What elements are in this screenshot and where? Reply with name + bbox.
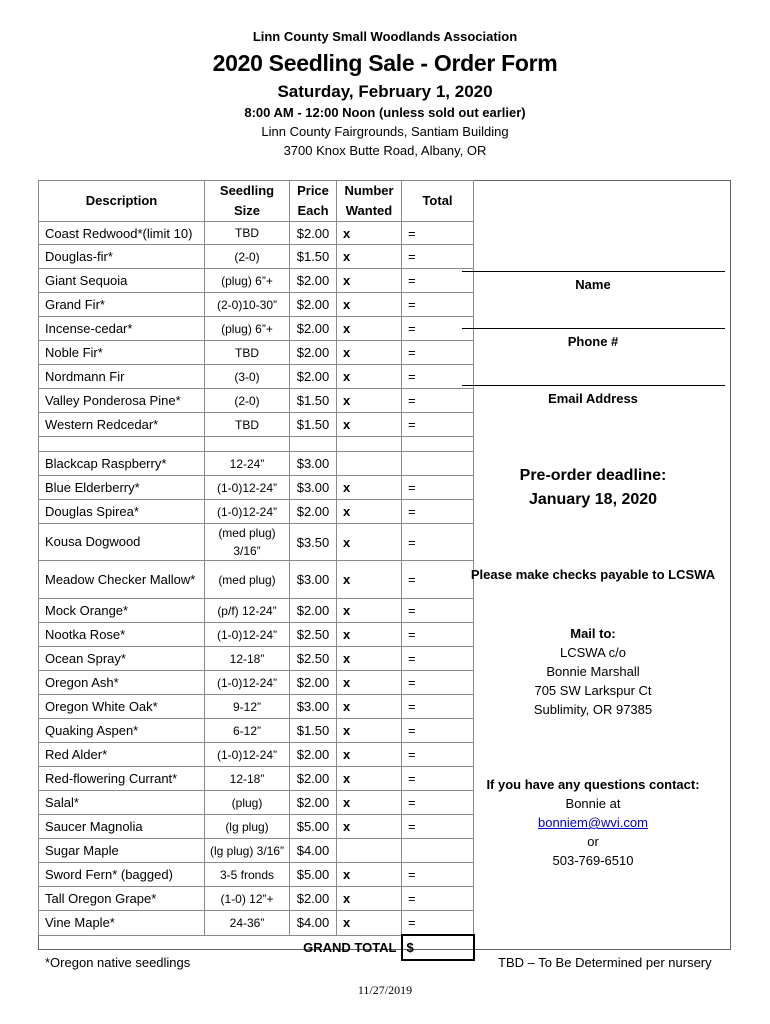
item-description: Nordmann Fir [39,365,205,389]
item-total[interactable]: = [402,500,474,524]
item-price: $1.50 [290,389,337,413]
header-number-line2: Wanted [345,203,393,218]
table-row [39,863,474,887]
item-total[interactable]: = [402,887,474,911]
table-row [39,269,474,293]
item-description: Meadow Checker Mallow* [39,561,205,599]
item-description: Quaking Aspen* [39,719,205,743]
item-description: Grand Fir* [39,293,205,317]
item-description: Noble Fir* [39,341,205,365]
item-number-wanted[interactable]: x [337,341,402,365]
item-size: 24-36” [205,911,290,936]
item-price: $2.00 [290,671,337,695]
item-number-wanted[interactable] [337,452,402,476]
item-total[interactable]: = [402,911,474,936]
item-size: (p/f) 12-24” [205,599,290,623]
table-row [39,839,474,863]
item-total[interactable]: = [402,561,474,599]
item-price: $1.50 [290,413,337,437]
item-size: 12-18” [205,647,290,671]
item-size: 12-18” [205,767,290,791]
item-price: $3.00 [290,452,337,476]
item-price: $4.00 [290,911,337,936]
table-row [39,671,474,695]
item-total[interactable]: = [402,671,474,695]
mail-line-2: Bonnie Marshall [546,664,640,679]
item-description: Coast Redwood*(limit 10) [39,222,205,245]
header-price-line1: Price [297,183,329,198]
mail-to-label: Mail to: [570,626,616,641]
item-size: (lg plug) [205,815,290,839]
item-number-wanted[interactable]: x [337,887,402,911]
item-number-wanted[interactable]: x [337,815,402,839]
item-number-wanted[interactable]: x [337,476,402,500]
item-description: Oregon White Oak* [39,695,205,719]
item-price: $2.00 [290,791,337,815]
table-row [39,887,474,911]
item-price: $2.50 [290,623,337,647]
grand-total-field[interactable]: $ [402,935,474,960]
table-row [39,767,474,791]
item-number-wanted[interactable]: x [337,245,402,269]
table-row [39,413,474,437]
table-row [39,743,474,767]
table-row [39,719,474,743]
table-row [39,623,474,647]
item-total[interactable]: = [402,269,474,293]
header-number-line1: Number [344,183,394,198]
table-row [39,791,474,815]
item-description: Salal* [39,791,205,815]
name-label: Name [575,277,611,292]
order-table [38,180,475,961]
item-size: (2-0) [205,245,290,269]
item-number-wanted[interactable]: x [337,222,402,245]
item-size: (med plug) 3/16” [205,524,290,561]
item-size: TBD [205,341,290,365]
header-number-wanted [337,181,402,222]
table-row [39,245,474,269]
questions-label: If you have any questions contact: [486,777,700,792]
contact-email-link[interactable]: bonniem@wvi.com [537,815,648,830]
item-total[interactable]: = [402,524,474,561]
item-price: $2.00 [290,269,337,293]
tbd-footnote: TBD – To Be Determined per nursery [498,955,712,970]
item-description: Vine Maple* [39,911,205,936]
item-size: TBD [205,222,290,245]
item-total[interactable]: = [402,791,474,815]
table-row [39,561,474,599]
item-total[interactable]: = [402,476,474,500]
item-size: TBD [205,413,290,437]
item-number-wanted[interactable]: x [337,623,402,647]
item-description: Sword Fern* (bagged) [39,863,205,887]
item-number-wanted[interactable]: x [337,599,402,623]
item-description: Sugar Maple [39,839,205,863]
item-price: $5.00 [290,815,337,839]
contact-block [456,775,730,870]
checks-payable: Please make checks payable to LCSWA [470,567,716,582]
table-row [39,341,474,365]
item-description: Tall Oregon Grape* [39,887,205,911]
item-total[interactable]: = [402,365,474,389]
item-number-wanted[interactable]: x [337,317,402,341]
item-size: 9-12” [205,695,290,719]
item-total[interactable]: = [402,743,474,767]
item-total[interactable]: = [402,413,474,437]
item-number-wanted[interactable]: x [337,695,402,719]
item-description: Saucer Magnolia [39,815,205,839]
item-description: Douglas-fir* [39,245,205,269]
item-price: $3.00 [290,695,337,719]
item-size: (1-0)12-24” [205,476,290,500]
item-total[interactable]: = [402,647,474,671]
item-number-wanted[interactable]: x [337,719,402,743]
item-price: $2.00 [290,500,337,524]
item-total[interactable]: = [402,863,474,887]
item-price: $3.50 [290,524,337,561]
item-price: $3.00 [290,561,337,599]
item-total[interactable]: = [402,245,474,269]
item-price: $5.00 [290,863,337,887]
table-row [39,293,474,317]
footer-date: 11/27/2019 [357,983,413,997]
header-size-line1: Seedling [219,183,275,198]
item-description: Mock Orange* [39,599,205,623]
table-row [39,500,474,524]
item-price: $2.00 [290,767,337,791]
item-price: $2.00 [290,743,337,767]
item-price: $4.00 [290,839,337,863]
item-description: Giant Sequoia [39,269,205,293]
separator-cell [290,437,337,452]
item-size: (2-0) [205,389,290,413]
item-description: Nootka Rose* [39,623,205,647]
item-total[interactable]: = [402,341,474,365]
item-size: 3-5 fronds [205,863,290,887]
item-number-wanted[interactable]: x [337,743,402,767]
item-number-wanted[interactable]: x [337,413,402,437]
item-price: $1.50 [290,719,337,743]
item-price: $2.00 [290,222,337,245]
item-number-wanted[interactable]: x [337,269,402,293]
contact-phone: 503-769-6510 [552,853,634,868]
item-total[interactable]: = [402,695,474,719]
item-price: $2.00 [290,293,337,317]
item-total[interactable]: = [402,767,474,791]
item-number-wanted[interactable]: x [337,863,402,887]
item-description: Douglas Spirea* [39,500,205,524]
item-description: Incense-cedar* [39,317,205,341]
item-total[interactable]: = [402,389,474,413]
item-number-wanted[interactable]: x [337,500,402,524]
item-size: (plug) 6”+ [205,317,290,341]
item-size: (1-0)12-24” [205,500,290,524]
item-size: (med plug) [205,561,290,599]
item-size: (plug) [205,791,290,815]
item-size: (1-0)12-24” [205,743,290,767]
sale-location: Linn County Fairgrounds, Santiam Building [261,124,509,139]
item-total[interactable]: = [402,623,474,647]
item-price: $2.00 [290,599,337,623]
item-total[interactable]: = [402,317,474,341]
item-size: (1-0) 12”+ [205,887,290,911]
contact-or: or [587,834,599,849]
name-line[interactable] [462,271,725,272]
mail-to-block [456,624,730,719]
item-number-wanted[interactable]: x [337,911,402,936]
group-separator [39,437,474,452]
item-size: (lg plug) 3/16” [205,839,290,863]
separator-cell [205,437,290,452]
item-number-wanted[interactable]: x [337,389,402,413]
item-description: Blue Elderberry* [39,476,205,500]
item-number-wanted[interactable]: x [337,561,402,599]
item-number-wanted[interactable]: x [337,524,402,561]
item-description: Oregon Ash* [39,671,205,695]
table-row [39,317,474,341]
organization-name: Linn County Small Woodlands Association [252,29,518,44]
item-size: (2-0)10-30” [205,293,290,317]
table-header-row [39,181,474,222]
preorder-deadline [456,464,730,512]
separator-cell [39,437,205,452]
item-size: (plug) 6”+ [205,269,290,293]
item-size: (1-0)12-24” [205,623,290,647]
email-line[interactable] [462,385,725,386]
item-price: $2.00 [290,317,337,341]
header-seedling-size [205,181,290,222]
header-description: Description [39,181,205,222]
header-total: Total [402,181,474,222]
item-description: Red Alder* [39,743,205,767]
table-row [39,389,474,413]
item-price: $2.00 [290,887,337,911]
item-description: Red-flowering Currant* [39,767,205,791]
table-row [39,365,474,389]
item-price: $2.00 [290,341,337,365]
header-size-line2: Size [233,203,260,218]
item-number-wanted[interactable]: x [337,293,402,317]
table-row [39,524,474,561]
phone-line[interactable] [462,328,725,329]
table-row [39,222,474,245]
item-description: Western Redcedar* [39,413,205,437]
item-size: (1-0)12-24” [205,671,290,695]
deadline-label: Pre-order deadline: [519,467,667,484]
mail-line-1: LCSWA c/o [560,645,626,660]
item-total[interactable]: = [402,719,474,743]
mail-line-4: Sublimity, OR 97385 [533,702,653,717]
table-row [39,911,474,936]
sale-date: Saturday, February 1, 2020 [277,82,493,101]
item-description: Blackcap Raspberry* [39,452,205,476]
mail-line-3: 705 SW Larkspur Ct [534,683,652,698]
item-price: $1.50 [290,245,337,269]
header-price-line2: Each [297,203,329,218]
separator-cell [337,437,402,452]
table-row [39,695,474,719]
item-description: Ocean Spray* [39,647,205,671]
item-total[interactable]: = [402,222,474,245]
item-price: $2.00 [290,365,337,389]
sale-address: 3700 Knox Butte Road, Albany, OR [283,143,487,158]
item-price: $3.00 [290,476,337,500]
item-size: (3-0) [205,365,290,389]
item-total[interactable]: = [402,293,474,317]
table-row [39,599,474,623]
item-number-wanted[interactable] [337,839,402,863]
separator-cell [402,437,474,452]
table-row [39,476,474,500]
table-row [39,452,474,476]
item-size: 12-24” [205,452,290,476]
item-number-wanted[interactable]: x [337,647,402,671]
item-number-wanted[interactable]: x [337,791,402,815]
item-price: $2.50 [290,647,337,671]
native-footnote: *Oregon native seedlings [45,955,191,970]
item-description: Valley Ponderosa Pine* [39,389,205,413]
header-price-each [290,181,337,222]
item-number-wanted[interactable]: x [337,767,402,791]
item-total[interactable]: = [402,815,474,839]
table-row [39,815,474,839]
item-number-wanted[interactable]: x [337,365,402,389]
contact-name: Bonnie at [565,796,621,811]
table-row [39,647,474,671]
grand-total-label: GRAND TOTAL [303,940,397,956]
deadline-date: January 18, 2020 [528,491,658,508]
item-size: 6-12” [205,719,290,743]
email-label: Email Address [548,391,638,406]
sale-time: 8:00 AM - 12:00 Noon (unless sold out earlier) [244,105,526,120]
item-total[interactable]: = [402,599,474,623]
phone-label: Phone # [567,334,619,349]
form-title: 2020 Seedling Sale - Order Form [212,50,558,76]
item-number-wanted[interactable]: x [337,671,402,695]
item-description: Kousa Dogwood [39,524,205,561]
